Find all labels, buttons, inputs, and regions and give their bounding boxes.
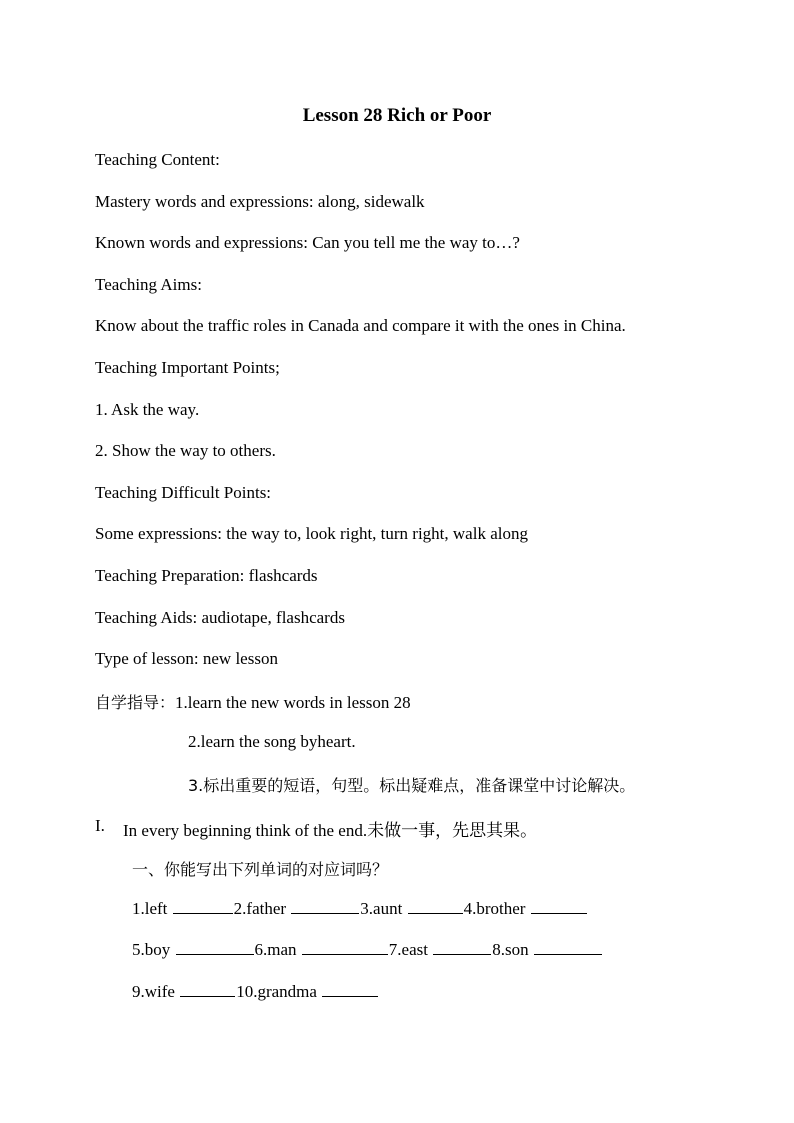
answer-blank[interactable]	[176, 940, 254, 955]
teaching-content-heading: Teaching Content:	[95, 150, 220, 169]
exercise-item: 5.boy	[132, 940, 171, 959]
answer-blank[interactable]	[534, 940, 602, 955]
exercise-item: 2.father	[233, 899, 287, 918]
mastery-words-line: Mastery words and expressions: along, sidewalk	[95, 192, 425, 211]
important-point-2: 2. Show the way to others.	[95, 441, 276, 460]
teaching-preparation-line: Teaching Preparation: flashcards	[95, 566, 318, 585]
answer-blank[interactable]	[291, 899, 359, 914]
exercise-row-3	[132, 982, 379, 1002]
exercise-row-1	[132, 899, 588, 919]
answer-blank[interactable]	[531, 899, 587, 914]
self-study-guide	[95, 690, 411, 713]
guide-item-2: 2.learn the song byheart.	[188, 732, 356, 751]
exercise-item: 8.son	[492, 940, 529, 959]
answer-blank[interactable]	[173, 899, 233, 914]
exercise-item: 7.east	[388, 940, 428, 959]
section-heading: In every beginning think of the end.未做一事，先思其果。	[123, 821, 538, 840]
section-number: I.	[95, 816, 105, 835]
guide-item-1: 1.learn the new words in lesson 28	[175, 693, 411, 712]
exercise-row-2	[132, 940, 603, 960]
answer-blank[interactable]	[408, 899, 463, 914]
important-points-heading: Teaching Important Points;	[95, 358, 280, 377]
answer-blank[interactable]	[302, 940, 388, 955]
lesson-title: Lesson 28 Rich or Poor	[302, 105, 492, 126]
teaching-aims-text: Know about the traffic roles in Canada and compare it with the ones in China.	[95, 316, 626, 335]
exercise-item: 6.man	[254, 940, 297, 959]
answer-blank[interactable]	[180, 982, 235, 997]
exercise-instruction: 一、你能写出下列单词的对应词吗？	[132, 860, 389, 879]
known-words-line: Known words and expressions: Can you tell me the way to…?	[95, 233, 520, 252]
exercise-item: 1.left	[132, 899, 168, 918]
exercise-item: 3.aunt	[360, 899, 403, 918]
exercise-item: 9.wife	[132, 982, 175, 1001]
lesson-type-line: Type of lesson: new lesson	[95, 649, 278, 668]
important-point-1: 1. Ask the way.	[95, 400, 200, 419]
difficult-points-text: Some expressions: the way to, look right, turn right, walk along	[95, 524, 528, 543]
guide-item-3: 3.标出重要的短语，句型。标出疑难点，准备课堂中讨论解决。	[188, 776, 636, 795]
exercise-item: 4.brother	[463, 899, 526, 918]
teaching-aims-heading: Teaching Aims:	[95, 275, 202, 294]
teaching-aids-line: Teaching Aids: audiotape, flashcards	[95, 608, 345, 627]
difficult-points-heading: Teaching Difficult Points:	[95, 483, 272, 502]
answer-blank[interactable]	[433, 940, 491, 955]
answer-blank[interactable]	[322, 982, 378, 997]
exercise-item: 10.grandma	[236, 982, 317, 1001]
self-study-guide-label: 自学指导：	[95, 693, 176, 712]
